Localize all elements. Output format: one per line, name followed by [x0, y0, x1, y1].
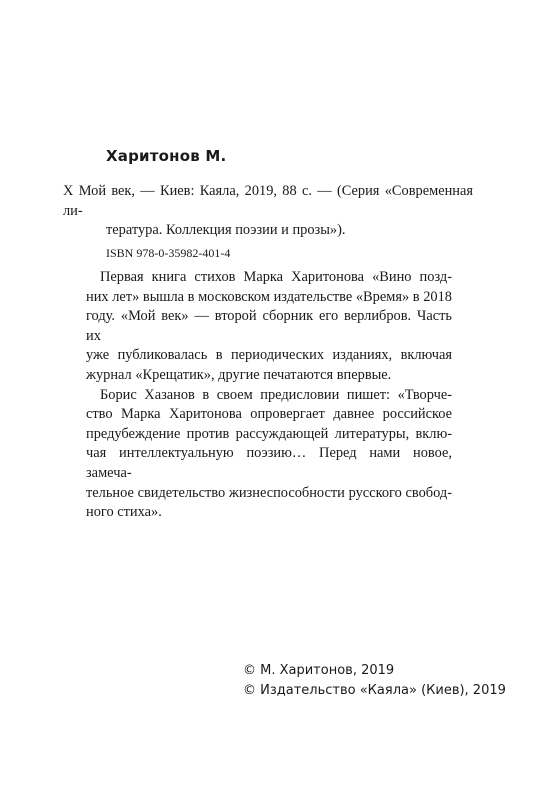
- copyright-block: [243, 661, 506, 700]
- bibliographic-line-1: Х Мой век, — Киев: Каяла, 2019, 88 с. — (Серия «Современная ли-: [63, 183, 473, 219]
- annotation-line: ного стиха».: [86, 504, 162, 521]
- annotation-paragraph-2: [86, 386, 452, 523]
- annotation-line: Борис Хазанов в своем предисловии пишет: «Творче-: [100, 386, 452, 403]
- copyright-publisher: © Издательство «Каяла» (Киев), 2019: [243, 682, 506, 698]
- annotation-line: них лет» вышла в московском издательстве «Время» в 2018: [86, 288, 452, 305]
- author-heading: Харитонов М.: [106, 147, 227, 165]
- annotation-line: чая интеллектуальную поэзию… Перед нами новое, замеча-: [86, 445, 452, 481]
- bibliographic-line-2: тература. Коллекция поэзии и прозы»).: [106, 222, 346, 239]
- annotation: [86, 268, 452, 523]
- annotation-line: Первая книга стихов Марка Харитонова «Вино позд-: [100, 269, 452, 285]
- annotation-line: предубеждение против рассуждающей литературы, вклю-: [86, 425, 452, 442]
- annotation-line: тельное свидетельство жизнеспособности русского свобод-: [86, 484, 452, 501]
- annotation-line: уже публиковалась в периодических изданиях, включая: [86, 347, 452, 364]
- annotation-line: ство Марка Харитонова опровергает давнее российское: [86, 406, 452, 423]
- bibliographic-record: [63, 182, 473, 241]
- annotation-line: году. «Мой век» — второй сборник его верлибров. Часть их: [86, 308, 452, 344]
- annotation-line: журнал «Крещатик», другие печатаются впервые.: [86, 366, 392, 383]
- copyright-author: © М. Харитонов, 2019: [243, 663, 395, 678]
- isbn-number: ISBN 978-0-35982-401-4: [106, 246, 231, 260]
- annotation-paragraph-1: [86, 268, 452, 386]
